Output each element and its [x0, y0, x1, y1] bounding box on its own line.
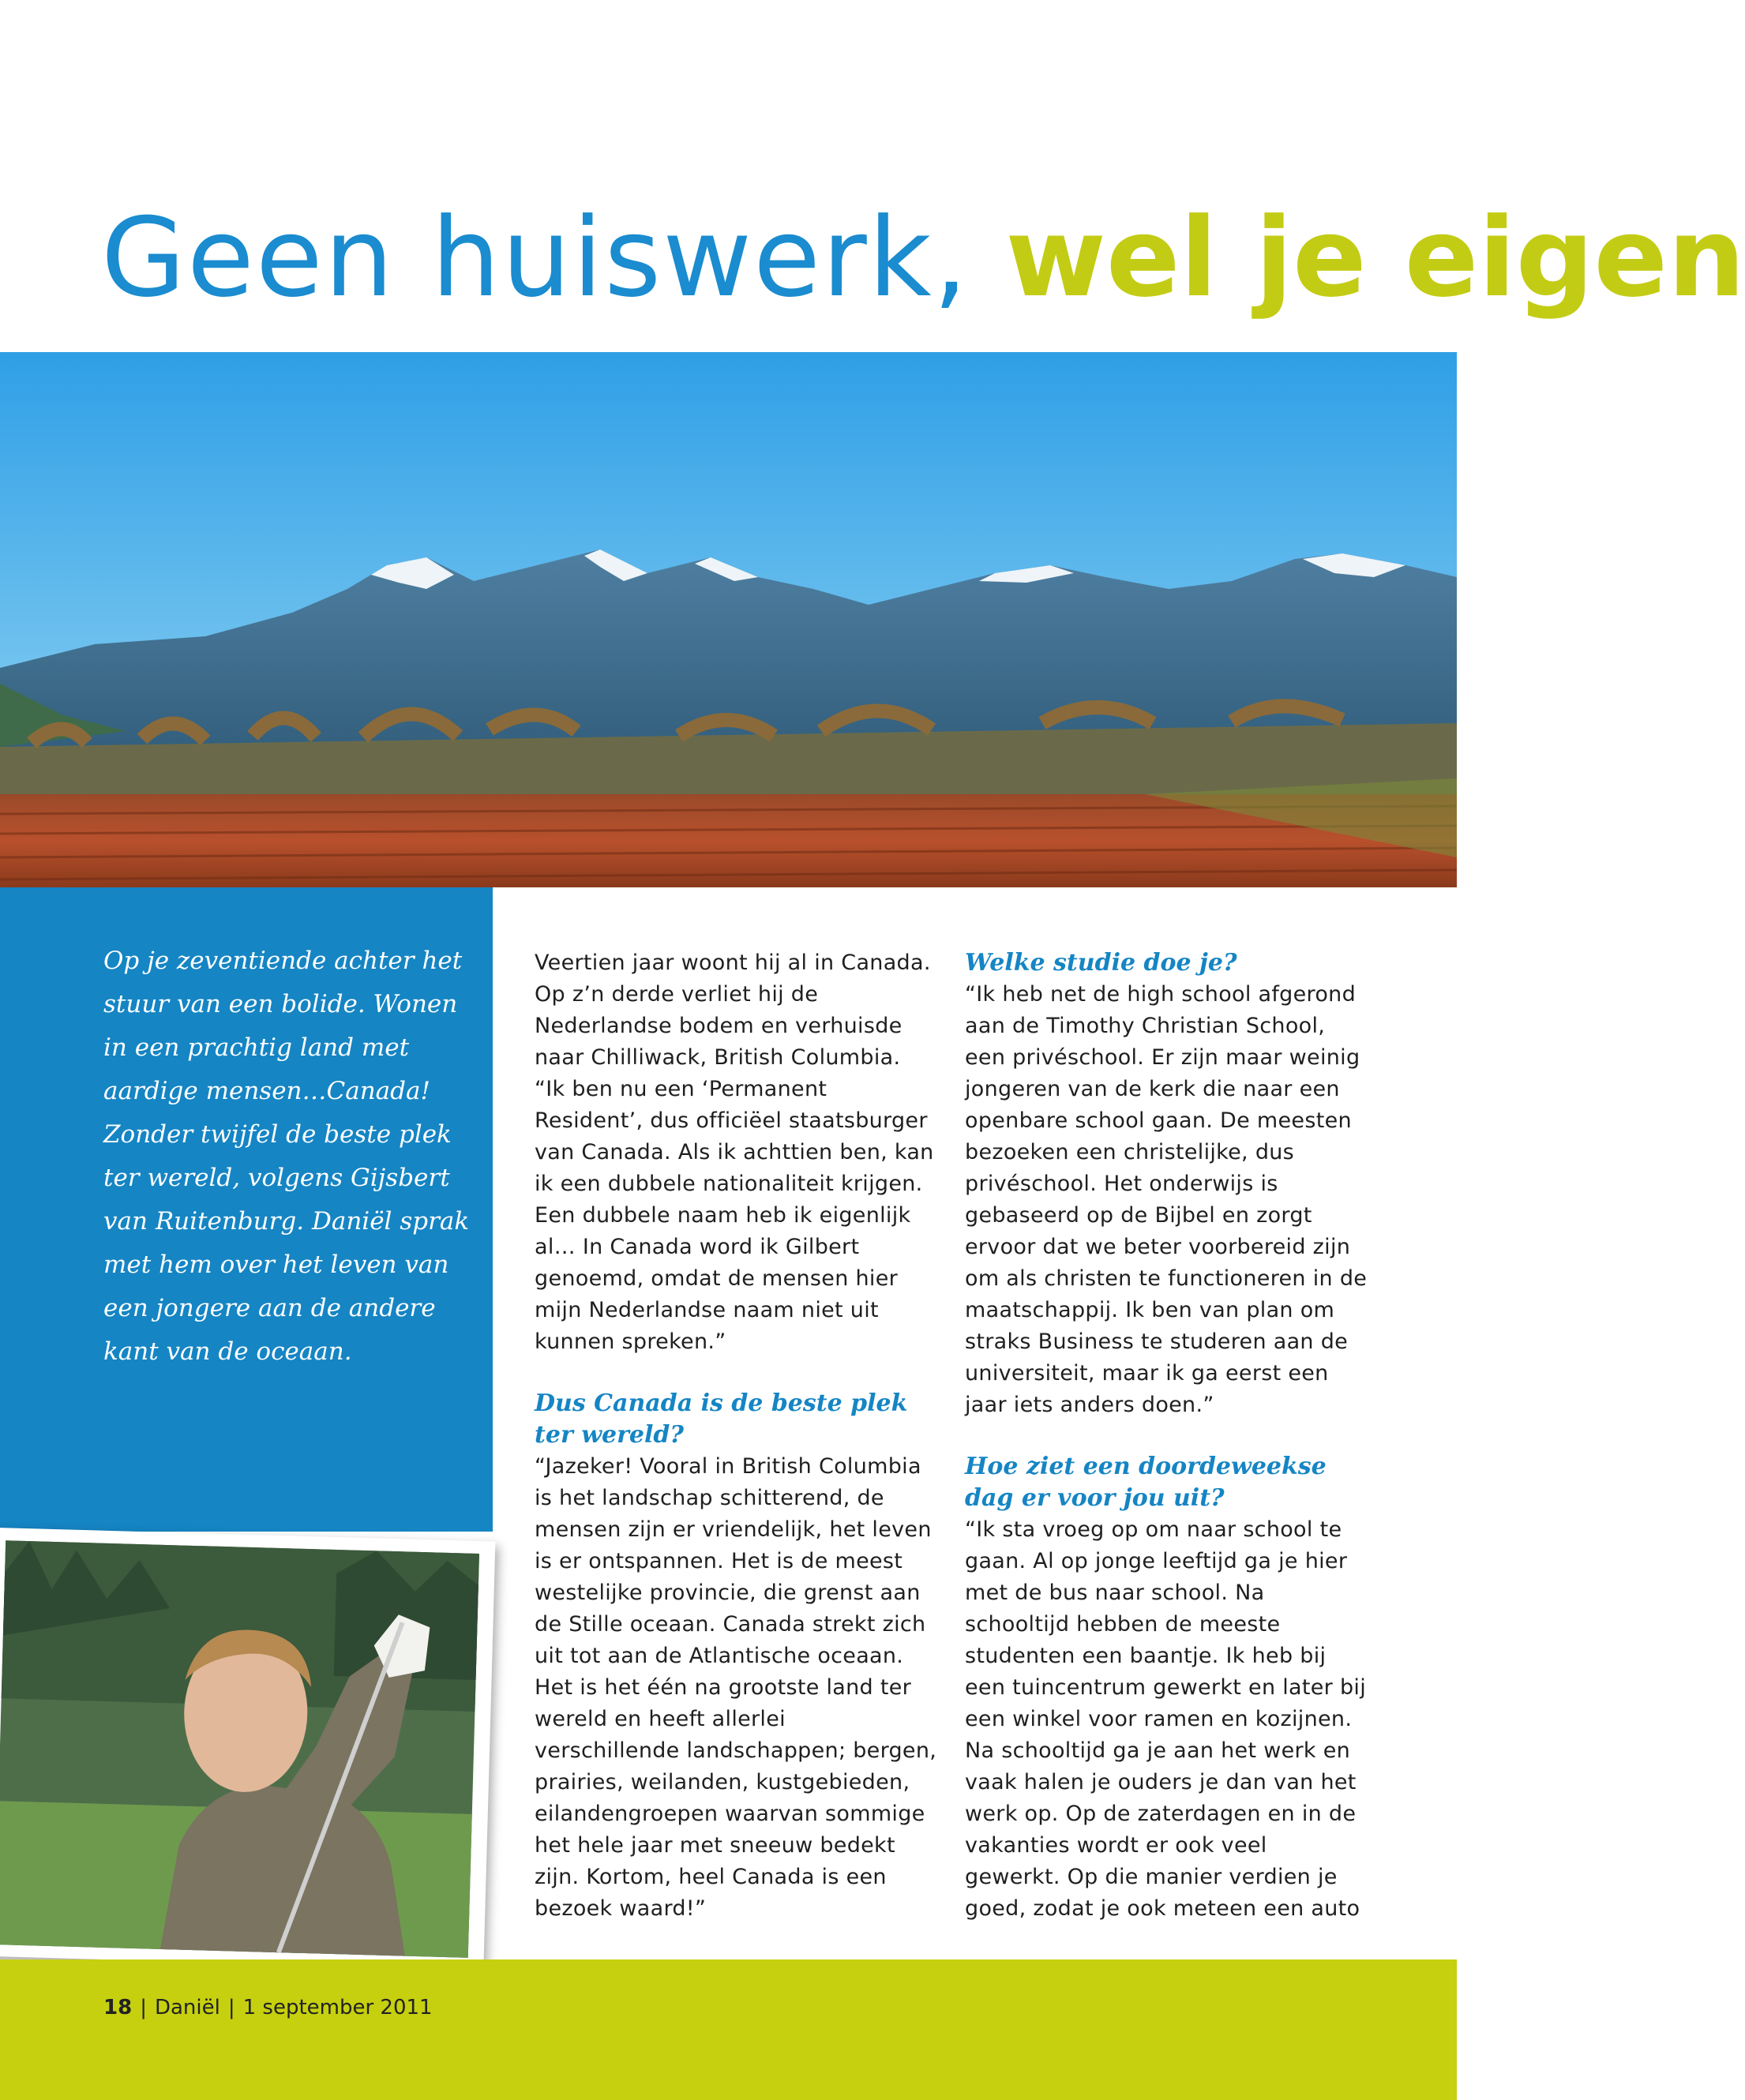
footer-separator: |	[227, 1996, 235, 2019]
answer-paragraph: “Jazeker! Vooral in British Columbia is het landschap schitterend, de mensen zijn er vriendelijk, het leven is er ontspannen. Het is de meest westelijke provincie, die grenst aan de Stille oceaan. Canada strekt zich uit tot aan de Atlantische oceaan. Het is het één na grootste land ter wereld en heeft allerlei verschillende landschappen; bergen, prairies, weilanden, kustgebieden, eilandengroepen waarvan sommige het hele jaar met sneeuw bedekt zijn. Kortom, heel Canada is een bezoek waard!”	[535, 1454, 937, 1921]
page-number: 18	[103, 1996, 133, 2019]
issue-date: 1 september 2011	[242, 1996, 433, 2019]
headline-part-green: wel je eigen	[1005, 194, 1745, 321]
footer-bar	[0, 1959, 1457, 2100]
headline-part-blue: Geen huiswerk,	[101, 194, 970, 321]
article-column-middle	[535, 947, 937, 1925]
page-footer	[103, 1996, 433, 2019]
footer-separator: |	[140, 1996, 147, 2019]
hero-landscape-photo	[0, 352, 1457, 887]
magazine-name: Daniël	[154, 1996, 220, 2019]
intro-lead-text: Op je zeventiende achter het stuur van een bolide. Wonen in een prachtig land met aardige mensen…Canada! Zonder twijfel de beste plek ter wereld, volgens Gijsbert van Ruitenburg. Daniël sprak met hem over het leven van een jongere aan de andere kant van de oceaan.	[103, 947, 470, 1366]
answer-paragraph: “Ik sta vroeg op om naar school te gaan. Al op jonge leeftijd ga je hier met de bus naar school. Na schooltijd hebben de meeste studenten een baantje. Ik heb bij een tuincentrum gewerkt en later bij een winkel voor ramen en kozijnen. Na schooltijd ga je aan het werk en vaak halen je ouders je dan van het werk op. Op de zaterdagen en in de vakanties wordt er ook veel gewerkt. Op die manier verdien je goed, zodat je ook meteen een auto	[965, 1517, 1367, 1921]
question-heading: Hoe ziet een doordeweekse dag er voor jou uit?	[965, 1453, 1327, 1512]
answer-paragraph: “Ik heb net de high school afgerond aan de Timothy Christian School, een privéschool. Er zijn maar weinig jongeren van de kerk die naar een openbare school gaan. De meesten bezoeken een christelijke, dus privéschool. Het onderwijs is gebaseerd op de Bijbel en zorgt ervoor dat we beter voorbereid zijn om als christen te functioneren in de maatschappij. Ik ben van plan om straks Business te studeren aan de universiteit, maar ik ga eerst een jaar iets anders doen.”	[965, 982, 1368, 1417]
question-heading: Dus Canada is de beste plek ter wereld?	[535, 1389, 908, 1449]
question-heading: Welke studie doe je?	[965, 949, 1237, 977]
article-column-right	[965, 947, 1368, 1925]
portrait-photo-frame	[0, 1527, 495, 1971]
article-headline	[101, 194, 1745, 321]
golfer-portrait-photo	[0, 1540, 479, 1958]
paragraph-opening: Veertien jaar woont hij al in Canada. Op z’n derde verliet hij de Nederlandse bodem en verhuisde naar Chilliwack, British Columbia. “Ik ben nu een ‘Permanent Resident’, dus officiëel staatsburger van Canada. Als ik achttien ben, kan ik een dubbele nationaliteit krijgen. Een dubbele naam heb ik eigenlijk al… In Canada word ik Gilbert genoemd, omdat de mensen hier mijn Nederlandse naam niet uit kunnen spreken.”	[535, 951, 934, 1354]
